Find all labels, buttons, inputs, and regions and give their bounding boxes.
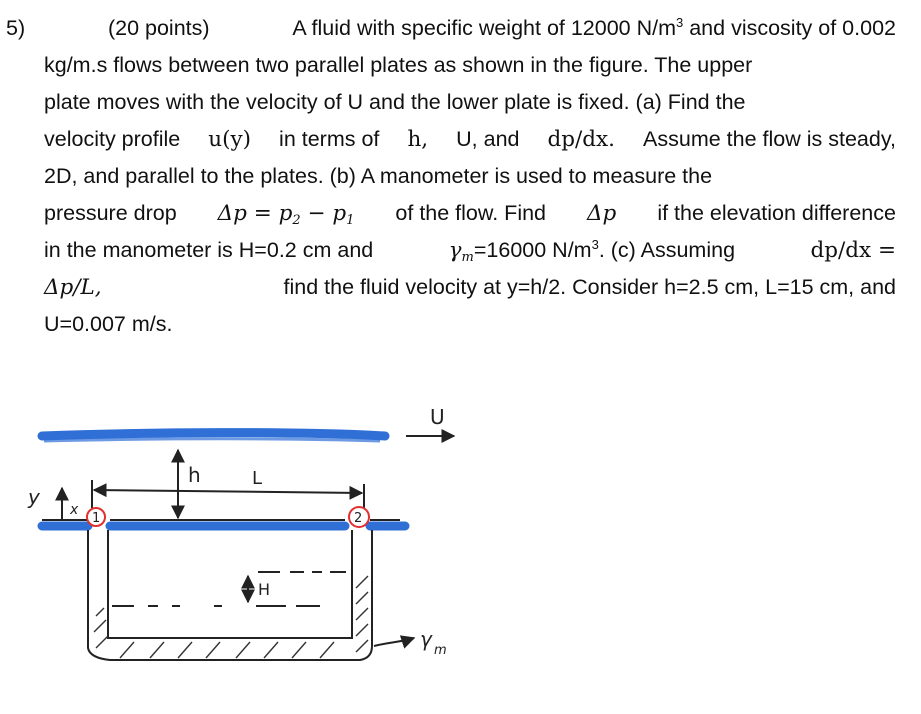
problem-number: 5) [6, 16, 26, 40]
line6-text-b: of the flow. Find [395, 201, 547, 225]
line4-text-b: in terms of [279, 127, 380, 151]
problem-line-3: plate moves with the velocity of U and the lower plate is fixed. (a) Find the [44, 90, 746, 114]
label-y: y [28, 485, 40, 509]
label-1: 1 [92, 511, 101, 526]
problem-points: (20 points) [107, 16, 210, 40]
label-2: 2 [354, 511, 363, 526]
delta-p-symbol: Δp [587, 201, 617, 226]
problem-line-2: kg/m.s flows between two parallel plates as shown in the figure. The upper [44, 53, 753, 77]
dpdx-symbol: dp/dx. [547, 127, 616, 152]
problem-line-4 [6, 121, 896, 158]
gamma-symbol: γ [448, 238, 462, 263]
line6-text-c: if the elevation difference [657, 201, 896, 225]
figure-svg [0, 380, 520, 680]
problem-line-6 [6, 195, 896, 232]
line8-text: find the fluid velocity at y=h/2. Consider h=2.5 cm, L=15 cm, and [283, 275, 896, 299]
line4-text-a: velocity profile [44, 127, 181, 151]
problem-line-7: in the manometer is H=0.2 cm and $\gamma_m=16000$ $N/m^3$. (c) Assuming dp/dx = [6, 232, 896, 269]
h-symbol: h, [407, 127, 429, 152]
label-U: U [430, 405, 445, 429]
manometer-fluid-hatch [94, 576, 368, 658]
line1-text-2: and viscosity of 0.002 [683, 16, 896, 40]
gamma-pointer-arrow [374, 638, 414, 646]
manometer-tube [88, 530, 372, 660]
unit-exponent: 3 [676, 15, 684, 30]
problem-line-5: 2D, and parallel to the plates. (b) A manometer is used to measure the [44, 164, 713, 188]
problem-line-1 [6, 10, 896, 47]
label-gamma-sub: m [434, 643, 447, 658]
dp-over-L-symbol: Δp/L, [44, 275, 102, 300]
line1-text: A fluid with specific weight of 12000 N/m [292, 16, 677, 40]
label-H: H [258, 580, 271, 599]
L-dimension-arrow [94, 490, 362, 493]
velocity-profile-symbol: u(y) [208, 127, 252, 152]
label-h: h [188, 463, 201, 487]
upper-plate [42, 433, 385, 436]
dpdx-assumption: dp/dx = [810, 238, 896, 263]
pressure-drop-equation: $\Delta p = p_2 - p_1$ [217, 201, 355, 228]
line4-text-c: U, and [456, 127, 520, 151]
problem-statement [6, 10, 896, 343]
line7-text-a: in the manometer is H=0.2 cm and [44, 238, 374, 262]
label-gamma: γ [420, 627, 432, 651]
problem-line-9: U=0.007 m/s. [44, 312, 173, 336]
line4-text-d: Assume the flow is steady, [643, 127, 896, 151]
label-L: L [252, 468, 263, 489]
flow-figure [0, 380, 520, 680]
label-x: x [70, 502, 79, 518]
problem-line-8 [6, 269, 896, 306]
line6-text-a: pressure drop [44, 201, 177, 225]
